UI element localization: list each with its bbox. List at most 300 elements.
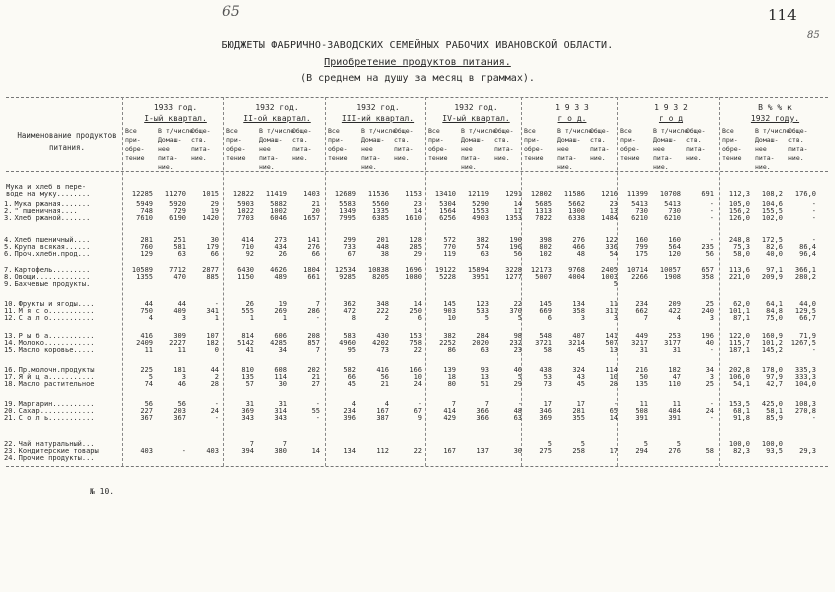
table-cell: 555: [241, 307, 254, 315]
table-cell: 58: [543, 346, 552, 354]
table-cell: 209: [668, 300, 681, 308]
product-column-header: Наименование продуктов питания.: [17, 131, 117, 152]
sub-column-header: Обще- ств. пита- ние.: [788, 127, 808, 162]
table-cell: 240: [701, 307, 714, 315]
corner-handwritten-number: 85: [807, 30, 820, 41]
table-cell: 56: [705, 250, 714, 258]
table-cell: 770: [443, 243, 456, 251]
table-cell: 760: [140, 243, 153, 251]
table-cell: 104,6: [761, 200, 783, 208]
table-cell: 438: [539, 366, 552, 374]
table-cell: 71,9: [799, 332, 816, 340]
table-cell: 29,3: [799, 447, 816, 455]
table-cell: 5228: [439, 273, 456, 281]
table-cell: 160,9: [761, 332, 783, 340]
table-cell: 48: [576, 250, 585, 258]
table-cell: 112: [376, 447, 389, 455]
row-name: Чай натуральный...: [18, 440, 95, 448]
table-cell: 3: [580, 314, 585, 322]
table-cell: 11586: [563, 190, 585, 198]
table-cell: 63: [177, 250, 186, 258]
sub-column-header: Обще- ств. пита- ние.: [394, 127, 414, 162]
table-cell: 1349: [339, 207, 356, 215]
table-cell: 30: [278, 380, 287, 388]
table-cell: 2227: [169, 339, 186, 347]
table-cell: 208: [307, 332, 320, 340]
table-cell: 273: [274, 236, 287, 244]
table-cell: 335,3: [794, 366, 816, 374]
table-cell: 484: [668, 407, 681, 415]
table-cell: -: [517, 400, 522, 408]
table-cell: -: [417, 400, 422, 408]
row-number: 2.: [4, 207, 13, 215]
table-cell: 1022: [237, 207, 254, 215]
row-number: 21.: [4, 414, 17, 422]
table-cell: 2405: [601, 266, 618, 274]
row-number: 7.: [4, 266, 13, 274]
row-name: Мука ржаная.......: [14, 200, 91, 208]
table-row: [0, 346, 835, 354]
row-name: Пр.молочн.продукты: [18, 366, 95, 374]
table-cell: 65: [609, 407, 618, 415]
sub-column-header: Все при- обре- тение: [226, 127, 246, 162]
table-cell: 299: [343, 236, 356, 244]
table-cell: 102,0: [761, 214, 783, 222]
table-cell: 182: [668, 366, 681, 374]
table-cell: -: [315, 400, 320, 408]
table-cell: 235: [701, 243, 714, 251]
table-cell: 21: [380, 380, 389, 388]
table-cell: 333,3: [794, 373, 816, 381]
row-name: С а л о...........: [18, 314, 95, 322]
table-cell: 730: [635, 207, 648, 215]
table-cell: 1610: [405, 214, 422, 222]
table-cell: 358: [701, 273, 714, 281]
table-cell: 135: [241, 373, 254, 381]
table-cell: 1804: [303, 266, 320, 274]
sub-column-header: В т/числе Домаш- нее пита- ние.: [755, 127, 791, 171]
table-cell: 1002: [270, 207, 287, 215]
table-cell: 10714: [626, 266, 648, 274]
table-cell: 355: [572, 414, 585, 422]
row-name: Крупа всякая......: [14, 243, 91, 251]
table-cell: 145: [443, 300, 456, 308]
table-cell: 202,8: [728, 366, 750, 374]
col-group-period: г о д.: [557, 114, 587, 123]
row-number: 15.: [4, 346, 17, 354]
table-cell: 6: [417, 314, 422, 322]
table-cell: 606: [274, 332, 287, 340]
table-cell: 105,0: [728, 200, 750, 208]
table-cell: 40,0: [766, 250, 783, 258]
table-cell: 574: [476, 243, 489, 251]
table-row: [0, 380, 835, 388]
table-cell: 7995: [339, 214, 356, 222]
product-label: [4, 414, 124, 422]
table-cell: 276: [307, 243, 320, 251]
table-cell: 176,0: [794, 190, 816, 198]
table-cell: 3: [709, 373, 714, 381]
table-cell: 533: [476, 307, 489, 315]
table-cell: 9: [417, 414, 422, 422]
table-cell: 564: [668, 243, 681, 251]
table-cell: 5: [148, 373, 153, 381]
table-cell: -: [709, 414, 714, 422]
table-cell: 122,0: [728, 332, 750, 340]
table-cell: 4960: [339, 339, 356, 347]
table-cell: 1080: [405, 273, 422, 281]
table-cell: 5: [484, 314, 489, 322]
table-cell: 1: [214, 314, 219, 322]
row-name: Я й ц а...........: [18, 373, 95, 381]
product-label: [4, 314, 124, 322]
table-cell: 548: [539, 332, 552, 340]
table-cell: 31: [639, 346, 648, 354]
table-cell: 15894: [467, 266, 489, 274]
row-name: Овощи.............: [14, 273, 91, 281]
table-cell: 391: [668, 414, 681, 422]
row-name: Молоко............: [18, 339, 95, 347]
table-cell: -: [214, 300, 219, 308]
table-cell: 6338: [568, 214, 585, 222]
table-cell: -: [181, 447, 186, 455]
table-cell: 394: [241, 447, 254, 455]
table-cell: 102: [539, 250, 552, 258]
table-cell: 100,0: [728, 440, 750, 448]
table-cell: 1908: [664, 273, 681, 281]
table-cell: -: [709, 236, 714, 244]
table-cell: 51: [480, 380, 489, 388]
product-label: [4, 346, 124, 354]
table-cell: 429: [443, 414, 456, 422]
table-cell: 45: [576, 346, 585, 354]
table-cell: -: [811, 200, 816, 208]
table-cell: 100,0: [761, 440, 783, 448]
row-name: Кондитерские товары: [18, 447, 99, 455]
row-name: воде на муку........: [6, 190, 91, 198]
table-cell: -: [315, 414, 320, 422]
table-cell: 58,1: [766, 407, 783, 415]
table-cell: 112,3: [728, 190, 750, 198]
table-cell: 31: [672, 346, 681, 354]
table-cell: 710: [241, 243, 254, 251]
table-cell: 19: [278, 300, 287, 308]
table-cell: 414: [443, 407, 456, 415]
table-cell: 22: [413, 346, 422, 354]
table-cell: 66: [311, 250, 320, 258]
table-cell: 11270: [164, 190, 186, 198]
table-cell: 234: [343, 407, 356, 415]
table-cell: 2: [214, 373, 219, 381]
table-cell: 196: [701, 332, 714, 340]
table-cell: 216: [635, 366, 648, 374]
table-cell: 5: [517, 314, 522, 322]
table-cell: 203: [173, 407, 186, 415]
table-cell: 73: [543, 380, 552, 388]
table-cell: 23: [513, 346, 522, 354]
table-cell: 82,3: [733, 447, 750, 455]
table-cell: 382: [443, 332, 456, 340]
table-cell: 19122: [434, 266, 456, 274]
col-group-year: 1 9 3 3: [555, 103, 589, 112]
table-cell: 5882: [270, 200, 287, 208]
table-cell: 1696: [405, 266, 422, 274]
table-cell: 6210: [631, 214, 648, 222]
table-cell: 733: [343, 243, 356, 251]
table-cell: 80: [447, 380, 456, 388]
table-cell: 3: [709, 314, 714, 322]
table-cell: 108,3: [794, 400, 816, 408]
table-cell: 12822: [232, 190, 254, 198]
col-group-header: [125, 102, 226, 124]
table-cell: 6190: [169, 214, 186, 222]
table-top-rule: [6, 97, 828, 98]
table-cell: 209,9: [761, 273, 783, 281]
table-cell: 422: [668, 307, 681, 315]
col-group-year: 1932 год.: [255, 103, 299, 112]
table-cell: 66,7: [799, 314, 816, 322]
table-cell: 22: [413, 447, 422, 455]
table-cell: 141: [307, 236, 320, 244]
table-cell: 14: [413, 207, 422, 215]
table-cell: 44: [210, 366, 219, 374]
table-cell: 234: [635, 300, 648, 308]
row-name: Бахчевые продукты.: [14, 280, 91, 288]
table-cell: 34: [278, 346, 287, 354]
table-cell: 73: [380, 346, 389, 354]
table-cell: 31: [245, 400, 254, 408]
table-cell: 466: [572, 243, 585, 251]
table-cell: 6210: [664, 214, 681, 222]
table-cell: 1313: [535, 207, 552, 215]
row-name: Хлеб ржаной.......: [14, 214, 91, 222]
table-cell: 29: [413, 250, 422, 258]
table-cell: 23: [413, 200, 422, 208]
table-cell: 5583: [339, 200, 356, 208]
table-cell: 74: [144, 380, 153, 388]
row-name: Масло растительное: [18, 380, 95, 388]
table-cell: 10838: [367, 266, 389, 274]
table-cell: 294: [635, 447, 648, 455]
table-cell: 1: [282, 314, 287, 322]
table-cell: 391: [635, 414, 648, 422]
table-cell: 160: [635, 236, 648, 244]
table-cell: -: [709, 207, 714, 215]
table-cell: 38: [380, 250, 389, 258]
table-cell: 403: [206, 447, 219, 455]
table-cell: 6046: [270, 214, 287, 222]
table-cell: 227: [140, 407, 153, 415]
table-cell: 369: [539, 414, 552, 422]
table-cell: 7703: [237, 214, 254, 222]
corner-page-mark: 114: [768, 6, 797, 24]
table-cell: 104,0: [794, 380, 816, 388]
table-cell: 398: [539, 236, 552, 244]
table-cell: 416: [376, 366, 389, 374]
table-cell: 86,4: [799, 243, 816, 251]
table-cell: 12689: [334, 190, 356, 198]
row-number: 17.: [4, 373, 17, 381]
table-cell: 434: [274, 243, 287, 251]
table-cell: 324: [572, 366, 585, 374]
table-cell: 93,5: [766, 447, 783, 455]
table-header-bottom-rule: [6, 171, 828, 172]
table-cell: 11: [177, 346, 186, 354]
table-cell: 56: [513, 250, 522, 258]
table-cell: 43: [576, 373, 585, 381]
product-label: [4, 214, 124, 222]
row-name: Хлеб пшеничный....: [14, 236, 91, 244]
table-cell: 17: [609, 447, 618, 455]
table-cell: 2409: [136, 339, 153, 347]
table-cell: 572: [443, 236, 456, 244]
table-cell: 5685: [535, 200, 552, 208]
row-number: 16.: [4, 366, 17, 374]
table-cell: 122: [605, 236, 618, 244]
col-group-header: [226, 102, 328, 124]
col-group-header: [328, 102, 428, 124]
col-group-header: [620, 102, 722, 124]
sub-column-header: В т/числе Домаш- нее пита- ние.: [259, 127, 295, 171]
table-cell: 5560: [372, 200, 389, 208]
sub-column-header: В т/числе Домаш- нее пита- ние.: [653, 127, 689, 171]
table-cell: 58,0: [733, 250, 750, 258]
product-label: [4, 380, 124, 388]
table-cell: 29: [513, 380, 522, 388]
table-cell: 145,2: [761, 346, 783, 354]
table-cell: 8: [351, 314, 356, 322]
table-cell: 3: [181, 314, 186, 322]
table-cell: 85,9: [766, 414, 783, 422]
table-cell: 120: [668, 250, 681, 258]
table-cell: 75,0: [766, 314, 783, 322]
table-cell: 222: [376, 307, 389, 315]
table-cell: 669: [539, 307, 552, 315]
row-number: 22.: [4, 440, 17, 448]
table-cell: 101,1: [728, 307, 750, 315]
table-cell: 63: [513, 414, 522, 422]
table-cell: 5: [643, 440, 648, 448]
table-cell: 97,1: [766, 266, 783, 274]
table-cell: 7712: [169, 266, 186, 274]
table-cell: 2266: [631, 273, 648, 281]
sub-column-header: Все при- обре- тение: [125, 127, 145, 162]
table-cell: 5007: [535, 273, 552, 281]
table-cell: 40: [705, 339, 714, 347]
table-cell: 84,8: [766, 307, 783, 315]
table-cell: 3217: [631, 339, 648, 347]
table-cell: 134: [572, 300, 585, 308]
sub-column-header: Обще- ств. пита- ние.: [292, 127, 312, 162]
table-cell: 13: [480, 373, 489, 381]
table-cell: -: [709, 346, 714, 354]
document-note: (В среднем на душу за месяц в граммах).: [300, 73, 535, 84]
table-cell: 367: [173, 414, 186, 422]
row-number: 6.: [4, 250, 13, 258]
table-cell: 3951: [472, 273, 489, 281]
table-cell: 799: [635, 243, 648, 251]
table-cell: 5: [613, 280, 618, 288]
table-cell: 12534: [334, 266, 356, 274]
table-cell: 24: [210, 407, 219, 415]
table-cell: 1420: [202, 214, 219, 222]
table-cell: 4: [351, 400, 356, 408]
table-cell: 10: [413, 373, 422, 381]
table-cell: 97,9: [766, 373, 783, 381]
table-cell: 269: [274, 307, 287, 315]
table-cell: 202: [307, 366, 320, 374]
table-cell: 5413: [664, 200, 681, 208]
table-cell: 1277: [505, 273, 522, 281]
table-cell: 106,0: [728, 373, 750, 381]
table-cell: 17: [576, 400, 585, 408]
table-cell: 167: [443, 447, 456, 455]
table-cell: 139: [443, 366, 456, 374]
table-cell: 126,0: [728, 214, 750, 222]
table-cell: 472: [343, 307, 356, 315]
table-cell: 8205: [372, 273, 389, 281]
table-cell: 50: [639, 373, 648, 381]
table-cell: 691: [701, 190, 714, 198]
table-cell: 1335: [372, 207, 389, 215]
document-subtitle: Приобретение продуктов питания.: [324, 57, 511, 68]
table-cell: 253: [668, 332, 681, 340]
row-number: 10.: [4, 300, 17, 308]
table-cell: 12802: [530, 190, 552, 198]
table-cell: 362: [343, 300, 356, 308]
table-cell: 14: [513, 200, 522, 208]
table-cell: 27: [311, 380, 320, 388]
row-number: 24.: [4, 454, 17, 462]
table-cell: 66: [210, 250, 219, 258]
table-cell: 1015: [202, 190, 219, 198]
table-cell: 46: [513, 366, 522, 374]
table-cell: 101,2: [761, 339, 783, 347]
table-cell: 1564: [439, 207, 456, 215]
table-cell: 67: [347, 250, 356, 258]
row-name: " пшеничная....: [14, 207, 78, 215]
table-cell: 750: [140, 307, 153, 315]
table-cell: 3721: [535, 339, 552, 347]
row-number: 1.: [4, 200, 13, 208]
table-cell: 1484: [601, 214, 618, 222]
table-cell: 336: [605, 243, 618, 251]
table-cell: 3177: [664, 339, 681, 347]
table-cell: 46: [177, 380, 186, 388]
table-cell: -: [811, 214, 816, 222]
table-cell: 13: [609, 346, 618, 354]
table-cell: 9768: [568, 266, 585, 274]
table-cell: 10: [609, 373, 618, 381]
table-cell: 0: [214, 346, 219, 354]
table-cell: 403: [140, 447, 153, 455]
col-group-period: 1932 году.: [750, 114, 800, 123]
table-cell: 730: [668, 207, 681, 215]
table-cell: 129,5: [794, 307, 816, 315]
sub-column-header: Все при- обре- тение: [620, 127, 640, 162]
table-cell: 251: [173, 236, 186, 244]
table-cell: 95: [347, 346, 356, 354]
row-name: Проч.хлебн.прод...: [14, 250, 91, 258]
sub-column-header: Обще- ств. пита- ние.: [686, 127, 706, 162]
row-number: 19.: [4, 400, 17, 408]
row-name: Мука и хлеб в пере-: [6, 183, 87, 191]
table-cell: 369: [241, 407, 254, 415]
table-cell: 387: [376, 414, 389, 422]
table-cell: 343: [274, 414, 287, 422]
table-cell: 7: [315, 300, 320, 308]
row-name: Сахар.............: [18, 407, 95, 415]
